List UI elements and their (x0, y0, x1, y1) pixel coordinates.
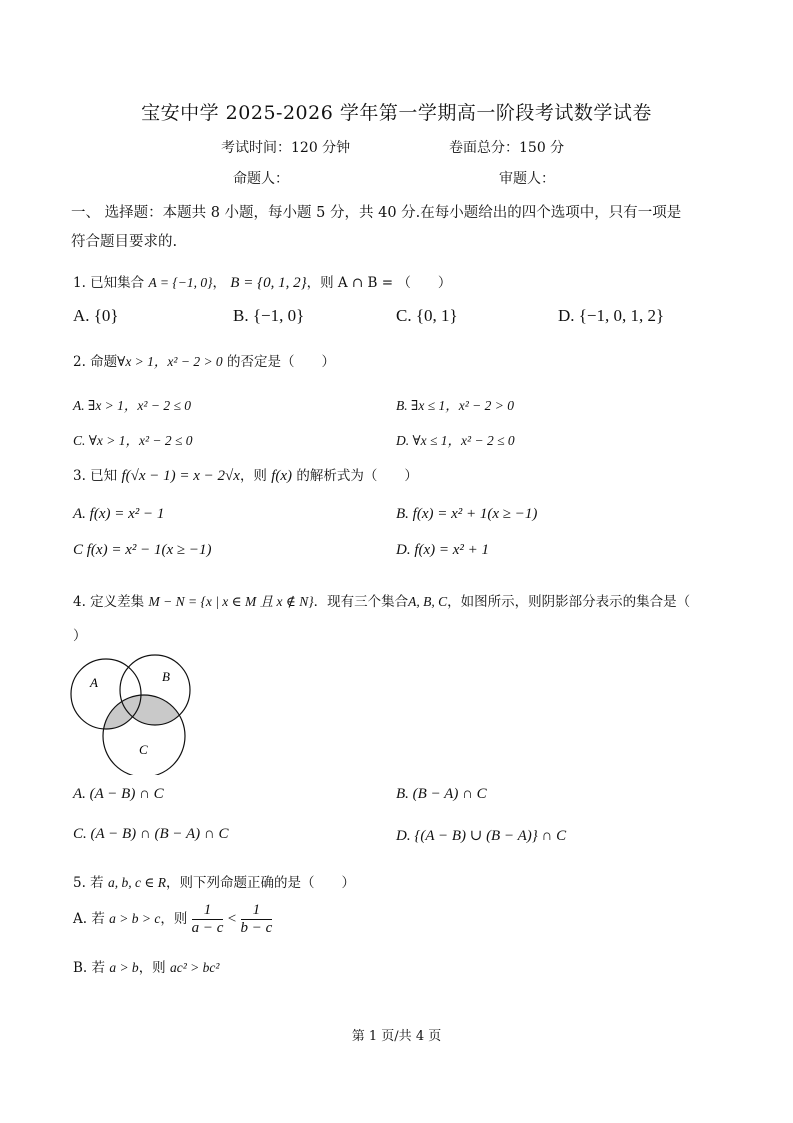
q4-option-b[interactable]: B. (B − A) ∩ C (396, 786, 487, 802)
venn-circle-a (71, 659, 141, 729)
q3-option-d[interactable]: D. f(x) = x² + 1 (396, 542, 490, 558)
q2-suffix: 的否定是（ ） (226, 354, 335, 370)
q5-prefix: 5. 若 (73, 875, 104, 891)
q1-set-b: B = {0, 1, 2} (230, 275, 307, 291)
q1-set-a: A = {−1, 0} (148, 275, 213, 290)
q1-suffix: ，则 A ∩ B = （ ） (306, 275, 452, 291)
question-5-stem (73, 871, 355, 891)
q5a-frac1-den: a − c (191, 920, 224, 936)
page-footer: 第 1 页/共 4 页 (351, 1029, 442, 1044)
section-heading-line2: 符合题目要求的. (71, 234, 178, 250)
q4-suffix: ，如图所示，则阴影部分表示的集合是（ (447, 594, 691, 610)
q5a-less-than: < (227, 911, 237, 927)
q5-option-b[interactable] (73, 956, 219, 976)
q2-option-b[interactable]: B. ∃x ≤ 1，x² − 2 > 0 (396, 398, 514, 413)
q4-stem-end: ） (73, 628, 87, 644)
question-4-stem (73, 590, 690, 610)
question-3-stem (73, 464, 418, 485)
q5a-frac1-num: 1 (192, 902, 224, 920)
q3-option-a[interactable]: A. f(x) = x² − 1 (73, 506, 165, 522)
q5b-expr: ac² > bc² (169, 960, 220, 975)
q3-fx: f(x) (271, 468, 293, 484)
q5b-mid: ，则 (138, 960, 166, 976)
venn-diagram (68, 650, 198, 775)
q1-option-a[interactable]: A. {0} (73, 306, 119, 325)
q1-option-c[interactable]: C. {0, 1} (396, 306, 458, 325)
q5-suffix: ，则下列命题正确的是（ ） (165, 875, 355, 891)
q2-option-d[interactable]: D. ∀x ≤ 1，x² − 2 ≤ 0 (396, 433, 515, 448)
q5a-prefix: A. 若 (73, 911, 105, 927)
q5a-fraction-2 (241, 902, 273, 937)
q2-expr: ∀x > 1，x² − 2 > 0 (117, 354, 223, 369)
q5a-cond: a > b > c (109, 911, 161, 926)
q4-prefix: 4. 定义差集 (73, 594, 145, 610)
question-1-stem (73, 271, 451, 292)
q5-expr: a, b, c ∈ R (107, 875, 166, 890)
q4-sets: A, B, C (408, 594, 448, 609)
q5b-prefix: B. 若 (73, 960, 106, 976)
q1-sep: ， (212, 275, 226, 291)
q5b-cond: a > b (109, 960, 139, 975)
section-heading-line1: 一、 选择题：本题共 8 小题，每小题 5 分，共 40 分.在每小题给出的四个选项中，只有一项是 (71, 205, 682, 221)
question-2-stem (73, 350, 335, 370)
venn-label-b: B (162, 669, 170, 684)
q3-suffix: 的解析式为（ ） (296, 468, 418, 484)
q3-expr: f(√x − 1) = x − 2√x (121, 468, 240, 484)
q4-option-c[interactable]: C. (A − B) ∩ (B − A) ∩ C (73, 826, 229, 842)
q5a-frac2-den: b − c (240, 920, 273, 936)
q1-option-b[interactable]: B. {−1, 0} (233, 306, 305, 325)
q3-option-b[interactable]: B. f(x) = x² + 1(x ≥ −1) (396, 506, 538, 522)
venn-label-c: C (139, 742, 148, 757)
q4-mid: ．现有三个集合 (313, 594, 409, 610)
q3-option-c[interactable]: C f(x) = x² − 1(x ≥ −1) (73, 542, 212, 558)
q2-option-a[interactable]: A. ∃x > 1，x² − 2 ≤ 0 (73, 398, 191, 413)
q5a-mid: ，则 (160, 911, 188, 927)
q5a-fraction-1 (192, 902, 224, 937)
q5a-frac2-num: 1 (241, 902, 273, 920)
page-title: 宝安中学 2025-2026 学年第一学期高一阶段考试数学试卷 (141, 102, 652, 124)
q4-option-a[interactable]: A. (A − B) ∩ C (73, 786, 164, 802)
question-setter: 命题人： (233, 171, 289, 187)
q2-prefix: 2. 命题 (73, 354, 118, 370)
q3-mid: ，则 (239, 468, 267, 484)
exam-time: 考试时间：120 分钟 (221, 140, 351, 156)
q4-expr: M − N = {x | x ∈ M 且 x ∉ N} (148, 594, 314, 609)
venn-label-a: A (90, 675, 98, 690)
total-score: 卷面总分：150 分 (449, 140, 565, 156)
q2-option-c[interactable]: C. ∀x > 1，x² − 2 ≤ 0 (73, 433, 193, 448)
q1-prefix: 1. 已知集合 (73, 275, 145, 291)
q5-option-a[interactable] (73, 902, 272, 937)
q1-option-d[interactable]: D. {−1, 0, 1, 2} (558, 306, 665, 325)
q3-prefix: 3. 已知 (73, 468, 118, 484)
q4-option-d[interactable]: D. {(A − B) ∪ (B − A)} ∩ C (396, 828, 567, 844)
question-reviewer: 审题人： (499, 171, 555, 187)
